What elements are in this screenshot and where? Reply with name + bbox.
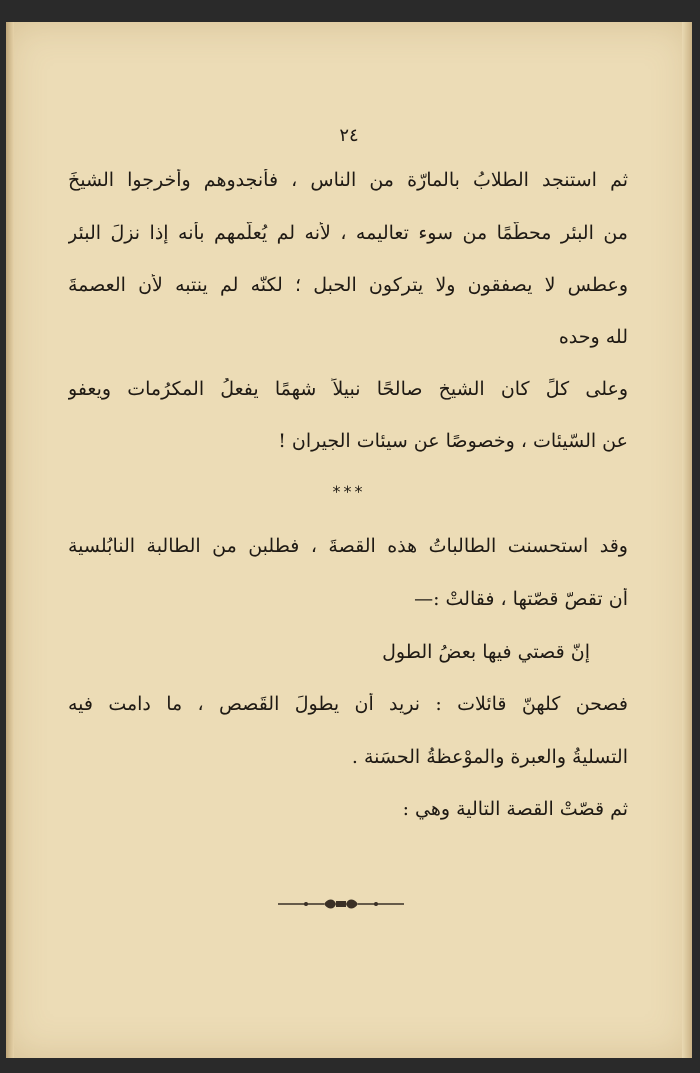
quoted-line: إنّ قصتي فيها بعضُ الطول — [382, 641, 590, 663]
paragraph-1-line-2: من البئر محطّمًا من سوء تعاليمه ، لأنه لم يُعلّمهم بأنه إذا نزلَ البئر — [68, 222, 628, 244]
closing-line: ثم قصّتْ القصة التالية وهي : — [402, 798, 628, 820]
paragraph-1-line-3: وعطس لا يصفقون ولا يتركون الحبل ؛ لكنّه لم ينتبه لأن العصمةَ — [68, 274, 628, 296]
paragraph-4-line-1: فصحن كلهنّ قائلات : نريد أن يطولَ القَصص ، ما دامت فيه — [68, 693, 628, 715]
page-number: ٢٤ — [339, 125, 359, 146]
paragraph-2-line-2: عن السّيئات ، وخصوصًا عن سيئات الجيران ! — [278, 430, 628, 452]
paragraph-3-line-2: أن تقصّ قصّتها ، فقالتْ :— — [414, 588, 628, 610]
paragraph-4-line-2: التسليةُ والعبرة والموْعظةُ الحسَنة . — [351, 746, 628, 768]
paragraph-1-line-4: لله وحده — [558, 326, 628, 348]
page-spine-shadow — [6, 22, 14, 1058]
paragraph-3-line-1: وقد استحسنت الطالباتُ هذه القصةَ ، فطلبن من الطالبة النابُلسية — [68, 535, 628, 557]
paragraph-1-line-1: ثم استنجد الطلابُ بالمارّة من الناس ، فأنجدوهم وأخرجوا الشيخَ — [68, 169, 628, 191]
flourish-icon — [276, 896, 406, 912]
section-separator: *** — [332, 482, 366, 501]
paragraph-2-line-1: وعلى كلٍّ كان الشيخ صالحًا نبيلاً شهمًا يفعلُ المكرُمات ويعفو — [68, 378, 628, 400]
page-edge — [682, 22, 692, 1058]
book-page — [6, 22, 692, 1058]
